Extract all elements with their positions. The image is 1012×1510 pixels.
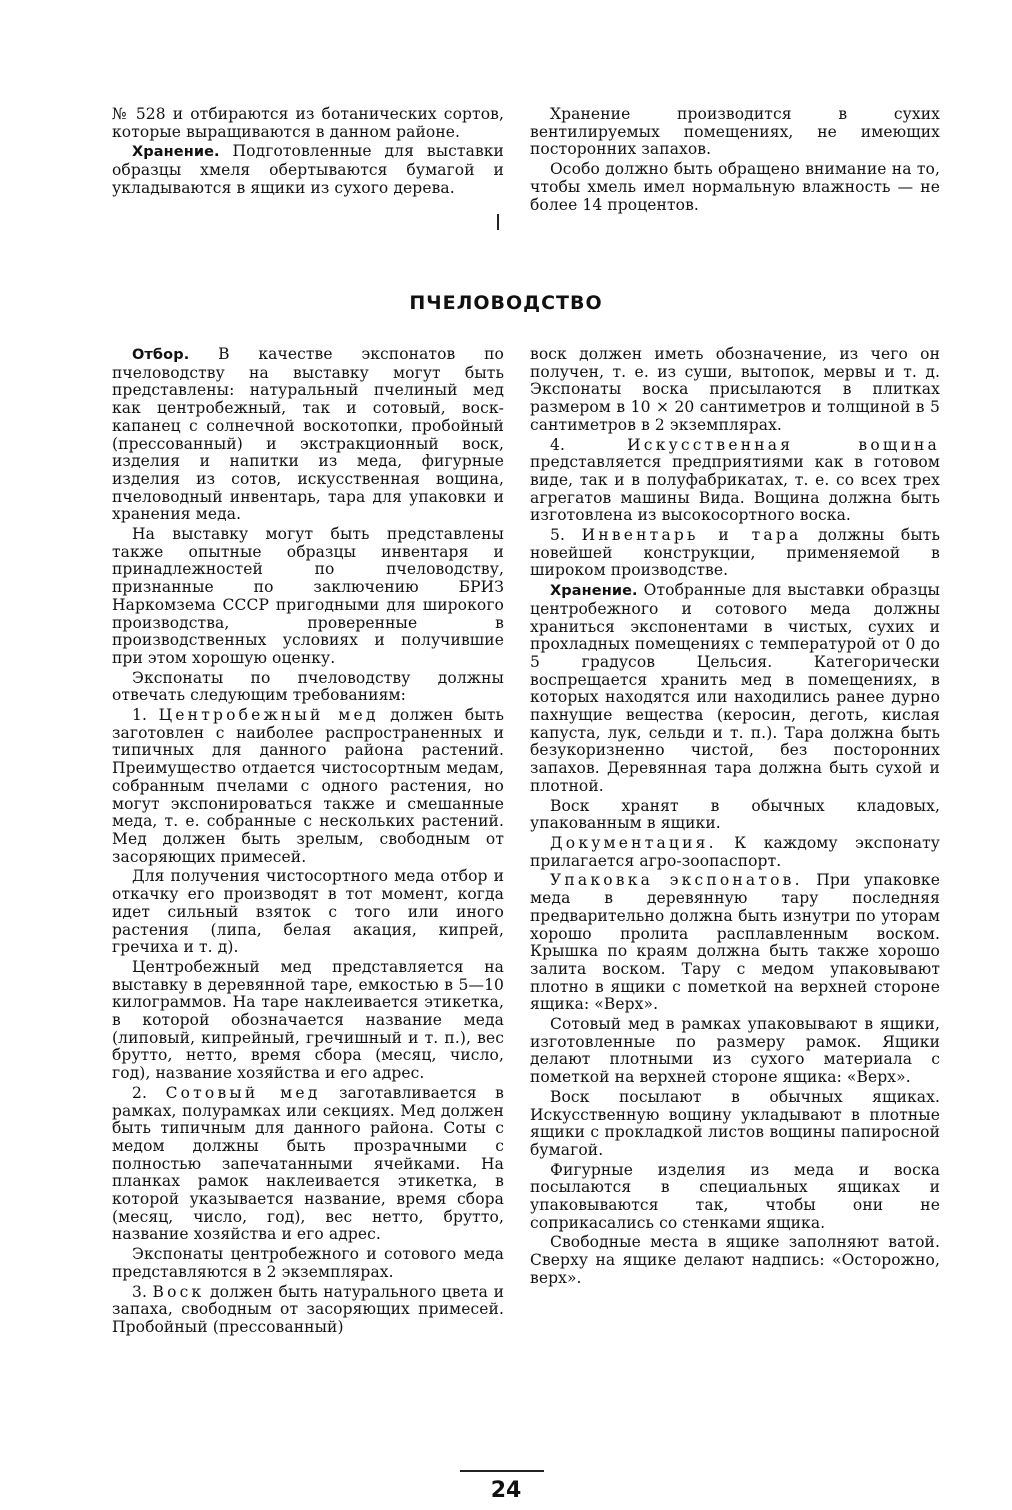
paragraph-text: К каждому экспонату прилагается агро-зоопаспорт. bbox=[530, 833, 940, 870]
paragraph-text: В качестве экспонатов по пчеловодству на выставку могут быть представлены: натуральный пчелиный мед как центробежный, так и сотовый, воск-капанец с солнечной воскотопки, пробойный (прессованный) и экстракционный воск, изделия и напитки из меда, фигурные изделия из сотов, искусственная вощина, пчеловодный инвентарь, тара для упаковки и хранения меда. bbox=[112, 345, 504, 524]
paragraph: Фигурные изделия из меда и воска посылаются в специальных ящиках и упаковываются так, чтобы они не соприкасались со стенками ящика. bbox=[530, 1160, 940, 1232]
item-number: 4. bbox=[550, 435, 628, 454]
paragraph: Сотовый мед в рамках упаковывают в ящики, изготовленные по размеру рамок. Ящики делают плотными из сухого материала с пометкой на верхней стороне ящика: «Верх». bbox=[530, 1015, 940, 1087]
right-column bbox=[530, 346, 940, 1290]
paragraph: Воск хранят в обычных кладовых, упакованным в ящики. bbox=[530, 796, 940, 833]
paragraph bbox=[530, 582, 940, 795]
paragraph-text: Подготовленные для выставки образцы хмеля обертываются бумагой и укладываются в ящики из сухого дерева. bbox=[112, 142, 504, 197]
paragraph bbox=[530, 437, 940, 526]
paragraph: Центробежный мед представляется на выставку в деревянной таре, емкостью в 5—10 килограммов. На таре наклеивается этикетка, в которой обозначается название меда (липовый, кипрейный, гречишный и т. п.), вес брутто, нетто, время сбора (месяц, число, год), название хозяйства и его адрес. bbox=[112, 957, 504, 1083]
margin-mark bbox=[497, 214, 499, 230]
paragraph bbox=[112, 143, 504, 197]
footer-rule bbox=[460, 1470, 544, 1472]
paragraph: воск должен иметь обозначение, из чего он получен, т. е. из суши, вытопок, мервы и т. д. Экспонаты воска присылаются в плитках размером в 10 × 20 сантиметров и толщиной в 5 сантиметров в 2 экземплярах. bbox=[530, 345, 940, 434]
paragraph: На выставку могут быть представлены также опытные образцы инвентаря и принадлежностей по пчеловодству, признанные по заключению БРИЗ Наркомзема СССР пригодными для широкого производства, проверенные в производственных условиях и получившие при этом хорошую оценку. bbox=[112, 525, 504, 667]
spaced-heading: Упаковка экспонатов. bbox=[550, 871, 803, 890]
item-number: 5. bbox=[550, 526, 582, 545]
item-number: 2. bbox=[132, 1083, 166, 1102]
paragraph: Для получения чистосортного меда отбор и откачку его производят в тот момент, когда идет сильный взяток с того или иного растения (липа, белая акация, кипрей, гречиха и т. д). bbox=[112, 867, 504, 957]
paragraph bbox=[530, 527, 940, 580]
paragraph: Воск посылают в обычных ящиках. Искусственную вощину укладывают в плотные ящики с прокладкой листов вощины папиросной бумагой. bbox=[530, 1087, 940, 1159]
left-column bbox=[112, 346, 504, 1339]
top-right-column bbox=[530, 106, 940, 216]
paragraph-text: Отобранные для выставки образцы центробежного и сотового меда должны храниться экспонентами в чистых, сухих и прохладных помещениях с температурой от 0 до 5 градусов Цельсия. Категорически воспрещается хранить мед в помещениях, в которых находятся или находились ранее дурно пахнущие вещества (керосин, деготь, кислая капуста, лук, сельди и т. п.). Тара должна быть безукоризненно чистой, без посторонних запахов. Деревянная тара должна быть сухой и плотной. bbox=[530, 581, 940, 795]
paragraph bbox=[112, 346, 504, 524]
paragraph bbox=[530, 872, 940, 1014]
page-number: 24 bbox=[490, 1478, 522, 1503]
paragraph: Особо должно быть обращено внимание на то, чтобы хмель имел нормальную влажность — не более 14 процентов. bbox=[530, 160, 940, 214]
paragraph bbox=[112, 707, 504, 866]
paragraph-text: должен быть натурального цвета и запаха, свободным от засоряющих примесей. Пробойный (прессованный) bbox=[112, 1282, 504, 1336]
paragraph-text: должны быть новейшей конструкции, применяемой в широком производстве. bbox=[530, 526, 940, 580]
paragraph: Экспонаты центробежного и сотового меда представляются в 2 экземплярах. bbox=[112, 1245, 504, 1281]
paragraph: № 528 и отбираются из ботанических сортов, которые выращиваются в данном районе. bbox=[112, 105, 504, 141]
spaced-heading: Инвентарь и тара bbox=[581, 526, 802, 545]
spaced-heading: Воск bbox=[152, 1282, 205, 1301]
paragraph: Экспонаты по пчеловодству должны отвечать следующим требованиям: bbox=[112, 668, 504, 705]
run-in-heading: Хранение. bbox=[550, 583, 638, 600]
paragraph: Свободные места в ящике заполняют ватой. Сверху на ящике делают надпись: «Осторожно, верх». bbox=[530, 1233, 940, 1287]
spaced-heading: Искусственная вощина bbox=[627, 435, 940, 454]
spaced-heading: Центробежный мед bbox=[158, 706, 379, 725]
top-left-column bbox=[112, 106, 504, 200]
run-in-heading: Отбор. bbox=[132, 347, 190, 363]
paragraph-text: заготавливается в рамках, полурамках или секциях. Мед должен быть типичным для данного района. Соты с медом должны быть прозрачными с полностью запечатанными ячейками. На планках рамок наклеивается этикетка, в которой указывается название, время сбора (месяц, число, год), вес нетто, брутто, название хозяйства и его адрес. bbox=[112, 1083, 504, 1244]
item-number: 3. bbox=[132, 1282, 153, 1301]
paragraph bbox=[112, 1284, 504, 1337]
paragraph bbox=[112, 1085, 504, 1244]
paragraph-text: должен быть заготовлен с наиболее распространенных и типичных для данного района растений. Преимущество отдается чистосортным медам, собранным пчелами с одного растения, но могут экспонироваться также и смешанные меда, т. е. собранные с нескольких растений. Мед должен быть зрелым, свободным от засоряющих примесей. bbox=[112, 706, 504, 866]
section-title: ПЧЕЛОВОДСТВО bbox=[409, 292, 603, 314]
paragraph bbox=[530, 835, 940, 870]
paragraph-text: представляется предприятиями как в готовом виде, так и в полуфабрикатах, т. е. со всех трех агрегатов машины Вида. Вощина должна быть изготовлена из высокосортного воска. bbox=[530, 453, 940, 525]
paragraph-text: При упаковке меда в деревянную тару последняя предварительно должна быть изнутри по уторам хорошо пролита расплавленным воском. Крышка по краям должна быть также хорошо залита воском. Тару с медом упаковывают плотно в ящики с пометкой на верхней стороне ящика: «Верх». bbox=[530, 871, 940, 1014]
spaced-heading: Документация. bbox=[550, 833, 717, 852]
item-number: 1. bbox=[132, 706, 159, 725]
paragraph: Хранение производится в сухих вентилируемых помещениях, не имеющих посторонних запахов. bbox=[530, 105, 940, 159]
run-in-heading: Хранение. bbox=[132, 144, 220, 161]
spaced-heading: Сотовый мед bbox=[165, 1083, 321, 1102]
